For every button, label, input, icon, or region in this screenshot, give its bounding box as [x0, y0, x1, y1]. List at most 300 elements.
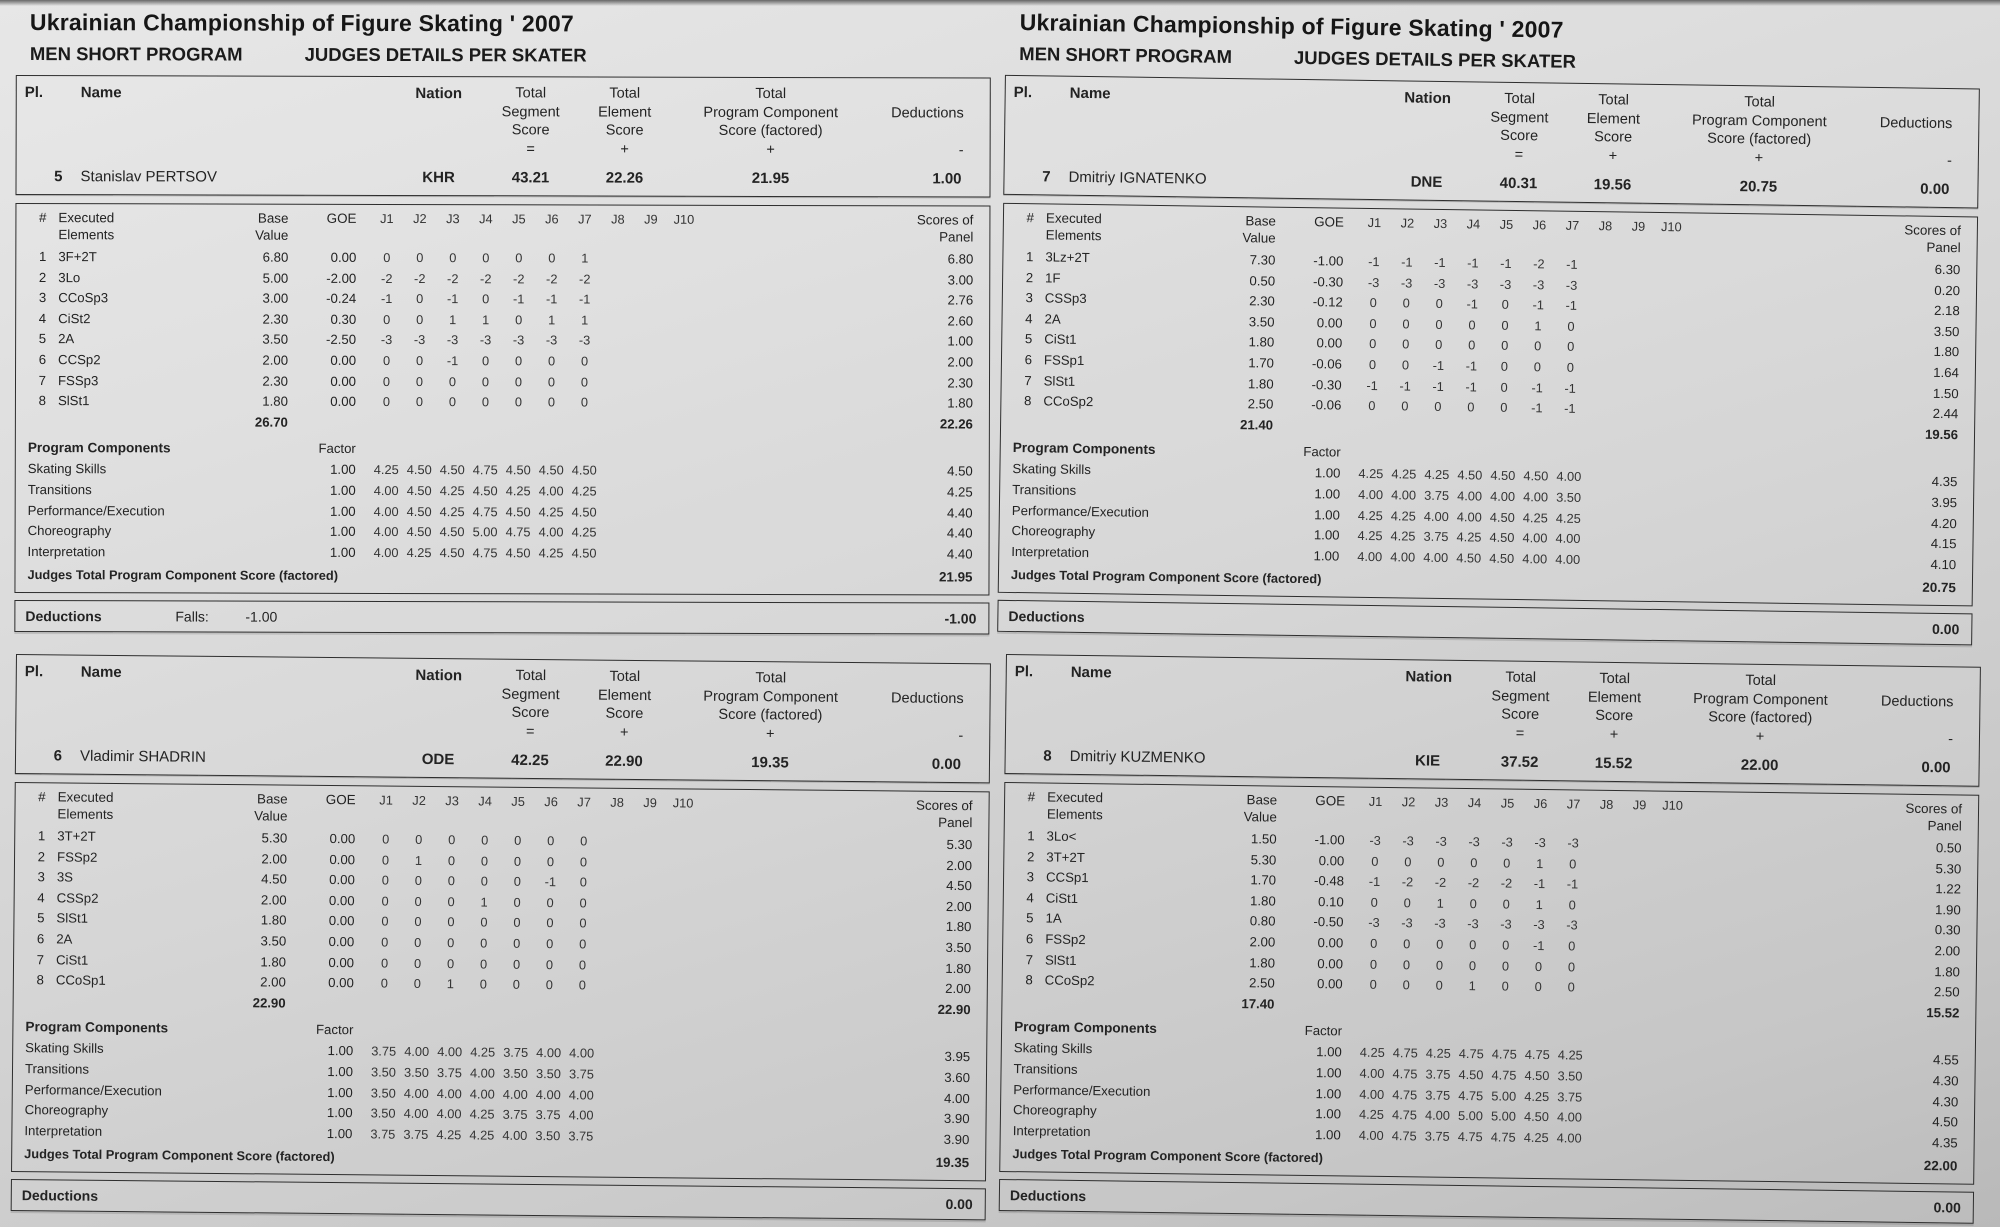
element-goe: 0.00: [328, 975, 354, 991]
element-word: Element: [597, 687, 652, 704]
judge-score: 4.25: [1557, 1047, 1583, 1064]
judge-score: 3.75: [1425, 1066, 1451, 1083]
judge-score: 4.75: [1392, 1066, 1418, 1082]
element-number: 4: [1026, 890, 1034, 906]
place-column-label: Pl.: [1013, 83, 1033, 102]
judge-score: 4.50: [1458, 1067, 1484, 1083]
element-base-value: 2.00: [261, 851, 288, 867]
segment-total-word: Total: [1504, 90, 1536, 108]
judge-column-label: J8: [611, 211, 625, 227]
judge-score: 4.50: [439, 462, 465, 478]
judge-score: 0: [380, 955, 389, 971]
element-name: FSSp2: [56, 849, 98, 865]
judge-score: 3.75: [502, 1107, 528, 1123]
segment-score-word: Score: [511, 122, 550, 139]
component-panel-score: 4.20: [1931, 515, 1957, 531]
judge-score: 4.50: [1523, 1109, 1550, 1125]
component-score-header: [1659, 92, 1860, 169]
judge-score: 0: [578, 977, 586, 993]
executed-word: Executed: [57, 789, 114, 806]
judge-score: 4.75: [1392, 1086, 1418, 1103]
judge-score: 4.25: [505, 483, 531, 499]
judge-score: 0: [513, 894, 521, 910]
left-column: [16, 0, 991, 1212]
component-factor: 1.00: [1313, 527, 1340, 543]
judge-score: 0: [482, 291, 490, 307]
panel-word: Panel: [939, 229, 974, 245]
component-panel-score: 4.50: [1932, 1114, 1959, 1130]
element-goe: -2.50: [326, 332, 357, 348]
program-components-label: Program Components: [25, 1019, 169, 1037]
judge-score: 4.00: [1423, 508, 1449, 524]
falls-label: Falls:: [175, 608, 209, 625]
element-goe: 0.10: [1318, 894, 1344, 910]
element-score-header: [579, 84, 671, 158]
element-goe: 0.00: [328, 954, 355, 971]
judge-score: 4.50: [571, 545, 597, 561]
judge-score: 4.25: [538, 545, 564, 561]
judge-score: 0: [545, 977, 553, 993]
judge-score: 4.75: [1524, 1047, 1550, 1063]
judge-score: 3.50: [1556, 489, 1582, 505]
judge-score: -3: [446, 332, 459, 348]
component-score-header: [1660, 671, 1861, 748]
summary-header-row: [1006, 655, 1980, 749]
details-box: [999, 782, 1979, 1185]
nation-column-label: Nation: [1405, 668, 1453, 687]
judge-score: -1: [1368, 874, 1381, 890]
deductions-box: [997, 600, 1972, 646]
judge-score: -3: [1400, 274, 1413, 291]
deductions-total: 0.00: [1931, 621, 1960, 638]
scores-of-panel-label: [699, 795, 978, 832]
element-row: [24, 329, 979, 352]
judge-score: 4.00: [469, 1065, 496, 1081]
component-name: Performance/Execution: [27, 502, 165, 518]
element-rows: [22, 826, 979, 1000]
component-name: Performance/Execution: [24, 1081, 162, 1099]
judge-score: 0: [1369, 315, 1377, 331]
judge-score: 0: [1501, 317, 1509, 333]
judge-score: 4.00: [1359, 1065, 1385, 1082]
judge-score: 4.25: [470, 1045, 496, 1061]
scores-of-word: Scores of: [916, 212, 974, 228]
judge-score: 4.50: [1456, 549, 1482, 566]
component-panel-score: 4.35: [1931, 474, 1958, 490]
judge-score: 4.00: [1556, 1130, 1582, 1146]
judge-column-label: J2: [1400, 215, 1415, 231]
element-goe: -0.30: [1312, 273, 1344, 290]
element-base-value: 1.50: [1250, 831, 1277, 847]
skater-name: Vladimir SHADRIN: [79, 747, 206, 767]
skater-row: [1012, 168, 1965, 198]
judge-header-cells: [370, 792, 700, 812]
competition-title: Ukrainian Championship of Figure Skating ' 2007: [1019, 9, 1564, 43]
score-factored-word: Score (factored): [1708, 709, 1813, 727]
judge-score: -3: [1499, 276, 1512, 292]
judge-score: -2: [1401, 874, 1414, 890]
minus-sign: -: [958, 142, 964, 159]
deductions-value: 0.00: [1921, 759, 1951, 777]
skater-nation: KHR: [422, 169, 455, 187]
judge-score: 3.75: [503, 1045, 529, 1061]
element-goe: 0.00: [329, 872, 355, 888]
judge-score: 0: [1501, 978, 1509, 995]
judge-score: 0: [1402, 295, 1410, 311]
judge-score: 0: [1534, 958, 1543, 974]
judge-score: 0: [1402, 957, 1411, 973]
judge-score: 0: [416, 311, 424, 327]
element-score-word: Score: [1594, 129, 1633, 146]
skater-place: 8: [1043, 747, 1052, 765]
element-panel-score: 3.00: [947, 272, 974, 288]
falls-label: [172, 1197, 242, 1198]
element-panel-score: 5.30: [1935, 861, 1962, 877]
judge-column-label: J8: [1599, 797, 1614, 813]
segment-score-word: Score: [1500, 127, 1539, 145]
element-panel-score: 4.50: [946, 878, 972, 894]
element-base-value: 1.70: [1250, 872, 1277, 889]
judge-score: 4.00: [569, 1045, 595, 1062]
executed-word: Executed: [1045, 210, 1102, 227]
judge-score: 0: [1469, 896, 1477, 912]
element-goe: 0.00: [330, 373, 357, 389]
deductions-total: 0.00: [1933, 1199, 1961, 1217]
element-name: FSSp1: [1043, 352, 1085, 368]
judge-score: -1: [1465, 378, 1477, 395]
judge-score: 0: [545, 956, 554, 973]
judge-score: 4.25: [469, 1127, 495, 1143]
judge-score: 0: [1567, 339, 1575, 355]
segment-word: Segment: [1491, 688, 1550, 705]
component-name: Transitions: [1013, 1061, 1078, 1078]
component-factor: 1.00: [326, 1126, 353, 1142]
element-base-value: 1.80: [1249, 955, 1276, 971]
element-score-total: 15.52: [1926, 1005, 1960, 1021]
element-base-value: 1.80: [1247, 375, 1274, 392]
element-score-word: Score: [605, 122, 644, 139]
judge-score: 4.50: [406, 503, 432, 519]
judge-score: 4.75: [1491, 1047, 1517, 1063]
judge-score: 4.25: [1456, 529, 1482, 545]
judge-score: 4.00: [538, 483, 564, 499]
element-row: [24, 268, 979, 291]
judge-score: 4.00: [1556, 1109, 1583, 1126]
element-number: 6: [36, 931, 45, 947]
element-row: [24, 309, 979, 332]
element-base-value: 2.00: [260, 892, 287, 908]
element-number: 1: [1027, 828, 1035, 844]
element-goe: -1.00: [1313, 253, 1344, 269]
element-number: 2: [38, 269, 47, 285]
judge-column-label: J3: [1434, 794, 1449, 811]
judge-score: 0: [1470, 855, 1478, 871]
judge-score: 0: [480, 873, 488, 890]
judge-score: 0: [513, 915, 521, 931]
segment-score-header: [1472, 668, 1569, 743]
judge-score: 0: [1369, 336, 1377, 352]
judge-score: 4.50: [505, 545, 531, 561]
judge-score: 4.50: [406, 482, 432, 499]
judges-total-value: 19.35: [935, 1155, 970, 1171]
element-goe: 0.00: [329, 851, 356, 868]
judge-score: 0: [446, 956, 455, 972]
judge-score: 0: [416, 291, 424, 307]
component-rows: [20, 1039, 976, 1151]
element-number: 3: [1025, 290, 1033, 306]
judge-score: -3: [1435, 833, 1447, 850]
judge-score: 0: [547, 353, 556, 369]
judge-score: 0: [1502, 937, 1510, 953]
right-column: [1006, 0, 1981, 1217]
element-name: 3S: [56, 869, 74, 886]
judge-score: 3.75: [1424, 1128, 1450, 1144]
base-value-total: 21.40: [1239, 416, 1274, 433]
element-panel-score: 1.00: [947, 333, 974, 349]
name-column-label: Name: [1069, 84, 1111, 103]
element-panel-score: 3.50: [945, 940, 972, 956]
component-score-header: [670, 669, 871, 745]
element-number: 6: [1025, 931, 1034, 947]
elements-word: Elements: [1045, 227, 1102, 244]
judge-score: 4.00: [1424, 1107, 1451, 1124]
judge-score: 0: [1469, 937, 1477, 953]
element-score-word: Score: [1595, 708, 1634, 725]
element-panel-score: 2.60: [947, 313, 974, 329]
base-word: Base: [1245, 213, 1277, 229]
deductions-total: 0.00: [945, 1196, 973, 1213]
judge-score: -3: [1533, 917, 1545, 933]
judge-score: 4.75: [1491, 1067, 1517, 1083]
base-value-total: 17.40: [1241, 996, 1275, 1012]
judge-score: 4.25: [1424, 467, 1450, 483]
element-base-value: 1.80: [262, 393, 288, 409]
element-name: 3Lo<: [1046, 828, 1077, 845]
judge-score: -3: [380, 332, 393, 348]
base-word: Base: [257, 791, 288, 807]
scores-of-word: Scores of: [915, 797, 973, 814]
judge-column-label: J8: [1598, 218, 1613, 234]
judge-column-label: J6: [545, 211, 559, 227]
judge-score: 0: [447, 935, 455, 951]
judge-score: 4.75: [472, 544, 498, 560]
component-panel-score: 4.15: [1930, 535, 1957, 552]
total-element-score: 22.90: [605, 752, 643, 771]
element-number: 6: [38, 352, 47, 368]
judge-score: 0: [416, 250, 424, 266]
element-row: [24, 247, 979, 270]
element-number: 5: [1026, 910, 1034, 927]
component-factor: 1.00: [1314, 465, 1341, 481]
judge-score: 4.75: [505, 524, 531, 540]
component-panel-score: 4.40: [946, 546, 973, 562]
judge-score: 0: [1501, 338, 1509, 354]
judge-score: 4.75: [472, 462, 498, 478]
judge-score: 0: [1534, 338, 1542, 354]
judge-score: 0: [448, 373, 457, 389]
subtitle-row: [30, 43, 991, 68]
element-name: CiSt1: [55, 952, 89, 968]
deductions-header: [1859, 95, 1967, 171]
judge-score: 0: [480, 935, 488, 951]
element-number: 7: [36, 952, 45, 968]
component-panel-score: 4.40: [946, 504, 973, 521]
executed-elements-label: [1042, 209, 1210, 245]
plus-sign: +: [1755, 728, 1765, 745]
judge-score: 4.00: [1390, 548, 1416, 565]
element-panel-score: 2.00: [945, 981, 971, 997]
element-base-value: 3.50: [260, 933, 287, 949]
judge-score: 4.50: [472, 483, 498, 499]
judge-score: -3: [1369, 833, 1381, 849]
judge-score: 4.25: [1358, 1107, 1385, 1123]
judge-header-cells: [1359, 793, 1689, 814]
element-number: 7: [38, 372, 47, 388]
judge-column-label: J9: [643, 795, 657, 811]
component-factor: 1.00: [1314, 506, 1340, 523]
total-element-score: 15.52: [1594, 755, 1633, 773]
skater-summary-box: [1003, 75, 1980, 209]
element-name: 1F: [1045, 270, 1061, 286]
judge-score: -2: [1500, 875, 1513, 892]
value-word: Value: [255, 227, 289, 243]
judge-score: 4.25: [373, 462, 399, 478]
judge-score: 0: [513, 936, 521, 952]
element-goe: -0.48: [1313, 873, 1345, 889]
number-column-label: #: [1027, 789, 1036, 805]
element-name: CSSp3: [1044, 290, 1087, 307]
judge-score: 4.50: [406, 462, 432, 478]
judge-score: -1: [545, 291, 558, 307]
judge-score: -3: [1566, 918, 1578, 934]
judge-score: 4.00: [535, 1086, 561, 1103]
component-factor: 1.00: [1314, 1127, 1341, 1143]
judge-score: 4.00: [1423, 549, 1449, 565]
component-panel-score: 4.35: [1931, 1135, 1958, 1151]
judge-score: 0: [513, 853, 522, 869]
skater-summary-box: [15, 75, 990, 198]
judge-column-label: J2: [1401, 794, 1416, 810]
element-score-total: 22.90: [937, 1001, 971, 1018]
judge-score: 0: [1368, 356, 1377, 373]
element-name: CSSp2: [56, 890, 99, 906]
judge-score: -1: [1467, 255, 1479, 271]
judge-score: 0: [513, 874, 521, 890]
element-score-total: 22.26: [939, 416, 973, 432]
total-segment-score: 37.52: [1500, 753, 1539, 772]
judge-score: -1: [1533, 876, 1546, 892]
element-name: SlSt1: [1044, 952, 1077, 968]
element-name: CCoSp2: [1043, 393, 1094, 410]
judge-column-label: J1: [380, 210, 394, 226]
judge-score: 3.50: [403, 1064, 430, 1081]
judge-score: 4.25: [1523, 1129, 1549, 1146]
judge-score: 4.00: [1359, 1086, 1385, 1102]
component-factor: 1.00: [1314, 486, 1341, 502]
judge-column-label: J6: [1532, 217, 1547, 233]
judge-score: 4.00: [1556, 468, 1582, 485]
judge-score: 0: [546, 895, 554, 911]
judge-score: 0: [1501, 958, 1510, 974]
element-base-value: 1.70: [1248, 355, 1275, 371]
element-panel-score: 1.80: [1933, 344, 1960, 360]
judge-score: 1: [581, 312, 589, 328]
base-value-label: [221, 790, 297, 825]
element-panel-score: 2.00: [947, 354, 974, 370]
element-score-header: [578, 668, 671, 743]
program-components-label: Program Components: [1012, 440, 1156, 458]
deductions-label: Deductions: [1009, 1187, 1087, 1205]
score-factored-word: Score (factored): [718, 122, 823, 140]
element-goe: 0.00: [1316, 976, 1343, 992]
judge-column-label: J9: [1632, 797, 1647, 813]
factor-column-label: Factor: [1303, 444, 1341, 460]
judge-score: 4.50: [1457, 467, 1483, 483]
judge-score: 0: [479, 976, 487, 993]
judge-score: 1: [581, 250, 589, 266]
judge-score: -2: [414, 270, 426, 286]
judge-score: 0: [1435, 316, 1443, 332]
element-base-value: 0.80: [1249, 913, 1276, 930]
judge-score: -2: [513, 270, 525, 286]
deductions-word: Deductions: [891, 104, 964, 122]
component-factor: 1.00: [1313, 547, 1340, 564]
element-goe: -0.06: [1311, 356, 1343, 372]
score-factored-word: Score (factored): [1707, 130, 1812, 149]
judge-score: 3.75: [568, 1128, 594, 1144]
skater-nation: DNE: [1410, 173, 1443, 191]
judge-score: 0: [414, 873, 422, 889]
element-panel-score: 2.50: [1933, 984, 1960, 1000]
judge-score: -2: [1434, 875, 1447, 891]
element-number: 3: [37, 869, 45, 885]
judge-score: -3: [1565, 277, 1578, 293]
element-panel-score: 1.50: [1932, 385, 1959, 401]
skater-row: [25, 168, 978, 187]
judge-score: 3.50: [535, 1066, 562, 1082]
judge-score: 4.50: [1523, 468, 1549, 484]
element-rows: [24, 247, 979, 414]
judge-score: 0: [1500, 358, 1509, 374]
component-name: Interpretation: [1012, 1123, 1091, 1140]
element-number: 5: [38, 331, 47, 347]
judge-column-label: J7: [577, 794, 591, 810]
program-component-word: Program Component: [1691, 111, 1827, 130]
judge-score: 4.25: [439, 503, 465, 519]
judge-score: 4.50: [505, 462, 531, 478]
component-rows: [24, 459, 979, 564]
element-word: Element: [1587, 689, 1642, 707]
judge-score: 0: [547, 373, 556, 389]
falls-label: [1160, 1198, 1230, 1199]
judge-score: 3.50: [502, 1065, 529, 1082]
judge-score: -3: [1501, 834, 1513, 850]
element-name: 2A: [58, 331, 75, 347]
judge-score: 0: [447, 873, 455, 889]
element-name: 1A: [1045, 911, 1062, 927]
element-panel-score: 1.80: [945, 960, 972, 977]
deductions-label: Deductions: [1008, 608, 1085, 626]
component-factor: 1.00: [1315, 1085, 1342, 1102]
element-base-value: 3.00: [262, 290, 289, 306]
element-score-header: [1568, 670, 1661, 745]
element-name: SlSt1: [57, 393, 90, 409]
judge-score: 3.75: [1424, 487, 1450, 504]
total-component-score: 20.75: [1739, 178, 1778, 196]
judge-score: 1: [1468, 978, 1476, 994]
judge-score: 0: [512, 956, 521, 972]
judge-score: 0: [482, 250, 490, 266]
